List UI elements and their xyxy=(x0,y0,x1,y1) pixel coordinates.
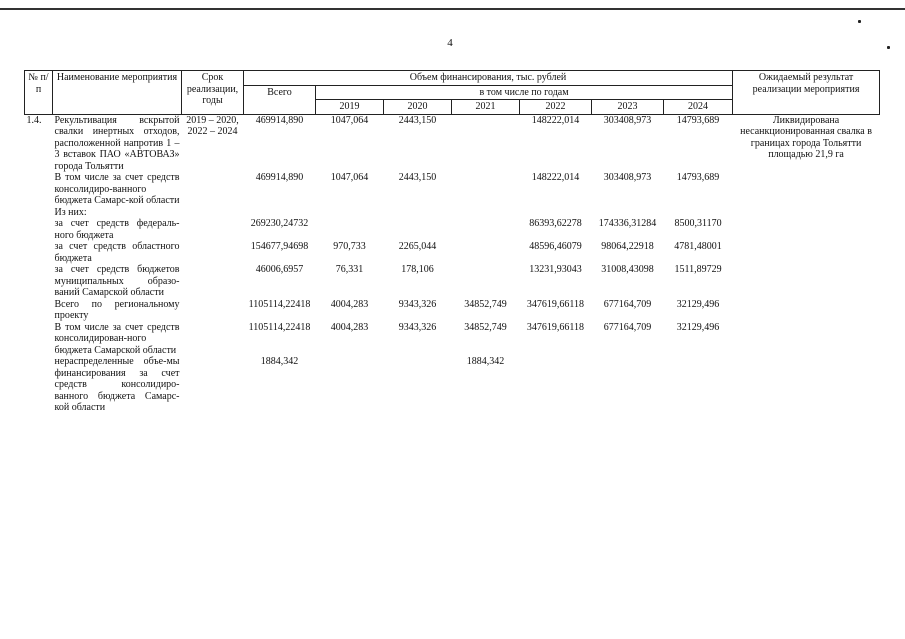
header-year-2021: 2021 xyxy=(452,100,520,115)
table-body xyxy=(25,114,880,414)
row-2023: 31008,43098 xyxy=(601,264,654,275)
header-volume: Объем финансирования, тыс. рублей xyxy=(244,71,733,86)
header-year-2024: 2024 xyxy=(664,100,733,115)
row-term xyxy=(182,241,244,264)
row-2022: 48596,46079 xyxy=(529,241,582,252)
row-total: 269230,24732 xyxy=(250,218,309,229)
row-2020: 9343,326 xyxy=(398,321,437,333)
row-result xyxy=(733,172,880,207)
row-2022 xyxy=(520,356,592,414)
row-total: 469914,890 xyxy=(255,172,304,183)
row-2022: 347619,66118 xyxy=(526,298,585,310)
row-2019 xyxy=(316,207,384,219)
row-result xyxy=(733,218,880,241)
row-2023: 98064,22918 xyxy=(601,241,654,252)
row-total: 1884,342 xyxy=(260,356,299,367)
row-2021 xyxy=(452,172,520,207)
row-name: за счет средств областного бюджета xyxy=(54,241,180,264)
row-2020 xyxy=(384,218,452,241)
row-2020: 2443,150 xyxy=(398,114,437,126)
row-2022: 148222,014 xyxy=(531,114,580,126)
row-2024: 32129,496 xyxy=(676,321,720,333)
table-row xyxy=(25,356,880,414)
row-term xyxy=(182,207,244,219)
header-by-years: в том числе по годам xyxy=(316,85,733,100)
row-result xyxy=(733,207,880,219)
header-name: Наименование мероприятия xyxy=(53,71,182,115)
row-num xyxy=(25,299,53,322)
row-result xyxy=(733,241,880,264)
row-term xyxy=(182,322,244,357)
row-2020 xyxy=(384,356,452,414)
row-name: за счет средств бюджетов муниципальных образо-ваний Самарской области xyxy=(54,264,180,298)
row-name: за счет средств федераль-ного бюджета xyxy=(54,218,180,241)
row-2022: 347619,66118 xyxy=(526,321,585,333)
table-row xyxy=(25,218,880,241)
row-2023 xyxy=(592,356,664,414)
row-2019 xyxy=(316,356,384,414)
row-2024: 32129,496 xyxy=(676,298,720,310)
table-row xyxy=(25,114,880,172)
row-name: В том числе за счет средств консолидиро-ванного бюджета Самарс-кой области xyxy=(54,172,180,206)
row-num xyxy=(25,264,53,299)
row-2021: 1884,342 xyxy=(466,356,505,367)
row-result xyxy=(733,322,880,357)
row-2024 xyxy=(664,356,733,414)
row-2020: 178,106 xyxy=(401,264,434,275)
row-result xyxy=(733,264,880,299)
page-top-border xyxy=(0,8,905,10)
row-term xyxy=(182,299,244,322)
row-term xyxy=(182,356,244,414)
row-term xyxy=(182,218,244,241)
row-total: 154677,94698 xyxy=(250,241,309,252)
row-2020: 2443,150 xyxy=(398,172,437,183)
row-name: нераспределенные объе-мы финансирования за счет средств консолидиро-ванного бюджета Самарс-кой области xyxy=(54,356,180,413)
row-2019: 1047,064 xyxy=(330,114,369,126)
row-2024: 14793,689 xyxy=(676,114,720,126)
row-term xyxy=(182,264,244,299)
table-row xyxy=(25,299,880,322)
row-result xyxy=(733,356,880,414)
table-row xyxy=(25,207,880,219)
row-2021 xyxy=(452,114,520,172)
row-2019: 4004,283 xyxy=(330,298,369,310)
row-num xyxy=(25,322,53,357)
row-total: 46006,6957 xyxy=(255,264,304,275)
header-result: Ожидаемый результат реализации мероприятия xyxy=(733,71,880,115)
row-name: Рекультивация вскрытой свалки инертных отходов, расположенной напротив 1 – 3 вставок ПАО «АВТОВАЗ» города Тольятти xyxy=(54,114,180,172)
header-year-2019: 2019 xyxy=(316,100,384,115)
row-name: Всего по региональному проекту xyxy=(54,298,180,321)
row-2021: 34852,749 xyxy=(464,298,507,310)
row-result xyxy=(733,299,880,322)
row-2020: 9343,326 xyxy=(398,298,437,310)
table-row xyxy=(25,264,880,299)
row-2022: 86393,62278 xyxy=(529,218,582,229)
row-2022: 148222,014 xyxy=(531,172,580,183)
row-num xyxy=(25,218,53,241)
row-2021 xyxy=(452,241,520,264)
row-2023 xyxy=(592,207,664,219)
table-row xyxy=(25,322,880,357)
page-number: 4 xyxy=(447,37,453,49)
table-row xyxy=(25,172,880,207)
row-2023: 303408,973 xyxy=(603,114,652,126)
row-2021 xyxy=(452,264,520,299)
row-2019: 76,331 xyxy=(335,264,364,275)
row-2021: 34852,749 xyxy=(464,321,507,333)
row-2023: 677164,709 xyxy=(603,298,652,310)
row-2021 xyxy=(452,207,520,219)
row-2019: 1047,064 xyxy=(330,172,369,183)
table-row xyxy=(25,241,880,264)
row-2023: 677164,709 xyxy=(603,321,652,333)
header-term: Срок реализации, годы xyxy=(182,71,244,115)
row-2020: 2265,044 xyxy=(398,241,437,252)
row-2024: 8500,31170 xyxy=(674,218,722,229)
row-2019 xyxy=(316,218,384,241)
row-2020 xyxy=(384,207,452,219)
row-2023: 303408,973 xyxy=(603,172,652,183)
financing-table xyxy=(24,70,880,414)
table-header xyxy=(25,71,880,115)
row-num xyxy=(25,241,53,264)
row-2022: 13231,93043 xyxy=(529,264,582,275)
row-num: 1.4. xyxy=(26,114,42,126)
row-name: В том числе за счет средств консолидирован-ного бюджета Самарской области xyxy=(54,321,180,356)
row-2024: 1511,89729 xyxy=(674,264,722,275)
row-2022 xyxy=(520,207,592,219)
row-2023: 174336,31284 xyxy=(598,218,657,229)
row-num xyxy=(25,207,53,219)
scan-speck xyxy=(887,46,890,49)
row-2019: 4004,283 xyxy=(330,321,369,333)
row-total: 1105114,22418 xyxy=(248,321,311,333)
row-2021 xyxy=(452,218,520,241)
header-num: № п/п xyxy=(25,71,53,115)
row-term: 2019 – 2020, 2022 – 2024 xyxy=(186,114,239,137)
scan-speck xyxy=(858,20,861,23)
header-year-2023: 2023 xyxy=(592,100,664,115)
header-total: Всего xyxy=(244,85,316,114)
header-year-2022: 2022 xyxy=(520,100,592,115)
row-2019: 970,733 xyxy=(333,241,366,252)
header-year-2020: 2020 xyxy=(384,100,452,115)
row-2024 xyxy=(664,207,733,219)
row-term xyxy=(182,172,244,207)
row-num xyxy=(25,172,53,207)
row-result: Ликвидирована несанкционированная свалка в границах города Тольятти площадью 21,9 га xyxy=(740,114,872,160)
row-2024: 14793,689 xyxy=(676,172,720,183)
row-num xyxy=(25,356,53,414)
row-total: 1105114,22418 xyxy=(248,298,311,310)
row-total xyxy=(244,207,316,219)
row-name: Из них: xyxy=(54,206,87,218)
row-2024: 4781,48001 xyxy=(674,241,722,252)
row-total: 469914,890 xyxy=(255,114,304,126)
